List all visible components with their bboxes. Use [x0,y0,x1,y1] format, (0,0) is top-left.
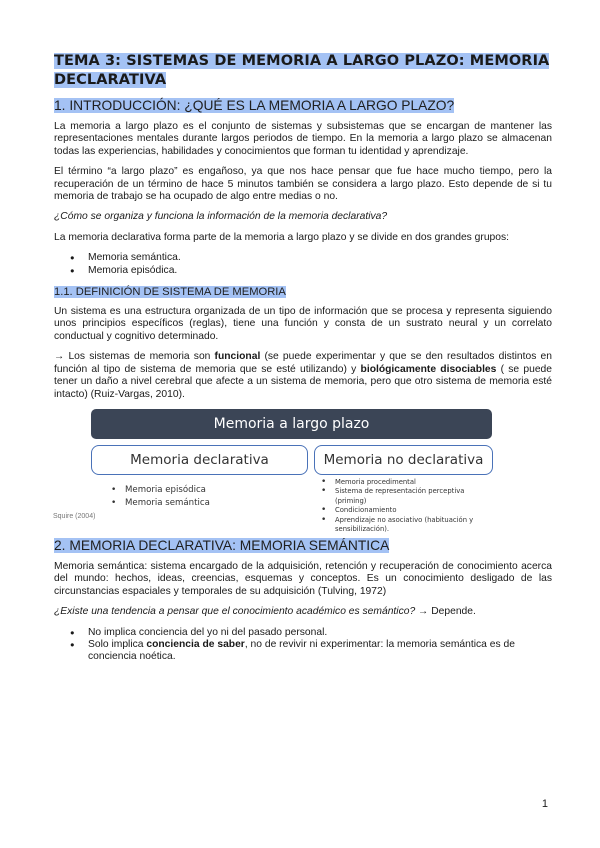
intro-paragraph-1: La memoria a largo plazo es el conjunto de sistemas y subsistemas que se encargan de mantener las representaciones mentales durante largos periodos de tiempo. En la memoria a largo plazo se almacenan todas las experiencias, habilidades y conocimientos que forman tu identidad y aprendizaje. [54,121,552,157]
page-number: 1 [541,798,548,810]
section11-heading-text: 1.1. DEFINICIÓN DE SISTEMA DE MEMORIA [54,286,286,299]
intro-paragraph-2: El término “a largo plazo” es engañoso, ya que nos hace pensar que fue hace mucho tiempo, pero la recuperación de un término de hace 5 minutos también se considera a largo plazo. Esto depende de si tu memoria de trabajo se ha ocupado de algo entre medias o no. [54,166,552,203]
list-item: • Condicionamiento [335,506,493,516]
semantic-question [54,606,552,618]
diagram-declarative-box: Memoria declarativa [91,445,308,475]
section11-heading [54,285,552,300]
definition-paragraph-2 [54,351,552,401]
list-item: ● Memoria semántica. [88,252,552,264]
list-item: • Memoria semántica [125,497,210,510]
intro-paragraph-3: La memoria declarativa forma parte de la memoria a largo plazo y se divide en dos grandes grupos: [54,231,510,243]
semantic-list [54,627,552,664]
memory-diagram [53,409,493,534]
document-title [54,52,552,90]
section2-heading [54,537,552,555]
definition-paragraph-1: Un sistema es una estructura organizada de un tipo de información que se procesa y representa siguiendo unos principios específicos (reglas), tiene una función y consta de un sustrato neural y un correlato conductual y cognitivo determinado. [54,306,552,342]
diagram-nondeclarative-list [335,478,493,535]
list-item: ● Memoria episódica. [88,265,552,277]
text-run: Solo implica [88,638,147,650]
diagram-nondeclarative-box: Memoria no declarativa [314,445,493,475]
title-text: TEMA 3: SISTEMAS DE MEMORIA A LARGO PLAZO: MEMORIA DECLARATIVA [54,53,550,88]
list-item: • Aprendizaje no asociativo (habituación y sensibilización). [335,516,493,535]
text-run: → Los sistemas de memoria son [54,351,215,363]
text-run: , no de revivir ni experimentar: la memoria semántica es de conciencia noética. [88,638,515,663]
memory-types-list [54,252,552,277]
list-item: • Memoria episódica [125,484,210,497]
intro-question: ¿Cómo se organiza y funciona la información de la memoria declarativa? [54,211,388,223]
bold-term-conciencia: conciencia de saber [146,638,245,650]
list-item: ● No implica conciencia del yo ni del pasado personal. [88,627,552,639]
text-run: (se puede experimentar y que se den resultados distintos en función al tipo de sistema de memoria que se esté utilizando) y [54,351,552,375]
list-item: • Sistema de representación perceptiva (priming) [335,487,493,506]
diagram-top-box: Memoria a largo plazo [91,409,492,439]
section1-heading [54,97,552,115]
diagram-citation: Squire (2004) [53,512,96,520]
list-item: • Memoria procedimental [335,478,493,488]
list-item [88,639,552,664]
document-page [54,52,552,672]
diagram-declarative-list [125,484,210,510]
section2-heading-text: 2. MEMORIA DECLARATIVA: MEMORIA SEMÁNTICA [54,537,390,553]
question-text: ¿Existe una tendencia a pensar que el conocimiento académico es semántico? [54,606,416,618]
text-run: ( se puede tener un daño a nivel cerebral que afecte a un sistema de memoria, pero que otro sistema de memoria esté intacto) (Ruiz-Vargas, 2010). [54,363,553,400]
section1-heading-text: 1. INTRODUCCIÓN: ¿QUÉ ES LA MEMORIA A LARGO PLAZO? [54,98,455,113]
bold-term-funcional: funcional [214,351,261,363]
semantic-paragraph-1: Memoria semántica: sistema encargado de la adquisición, retención y recuperación de conocimiento acerca del mundo: hechos, ideas, creencias, esquemas y conceptos. Es un conocimiento desligado de las circunstancias espaciales y temporales de su adquisición (Tulving, 1972) [54,560,552,597]
bold-term-disociables: biológicamente disociables [360,363,497,375]
question-answer: → Depende. [415,606,476,618]
